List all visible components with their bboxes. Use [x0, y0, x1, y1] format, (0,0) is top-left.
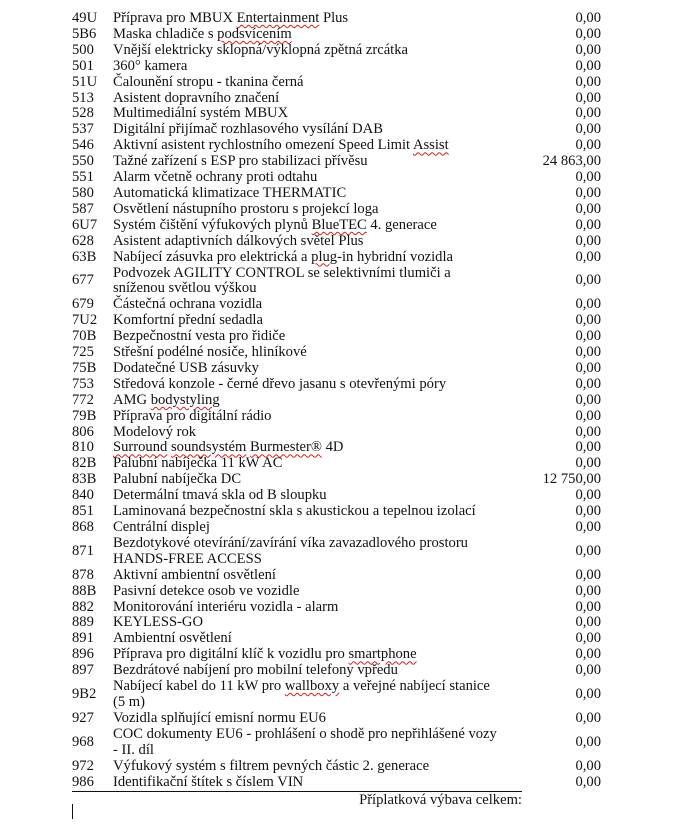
- table-row: [0, 456, 673, 472]
- option-description: Částečná ochrana vozidla: [113, 296, 263, 313]
- option-code: 51U: [72, 73, 98, 90]
- table-row: [0, 584, 673, 600]
- option-price: 0,00: [575, 89, 601, 106]
- option-code: 889: [72, 614, 94, 631]
- option-description: Pasivní detekce osob ve vozidle: [113, 582, 300, 599]
- option-code: 75B: [72, 359, 97, 376]
- option-price: 0,00: [575, 614, 601, 631]
- option-code: 587: [72, 200, 94, 217]
- option-description: Palubní nabíječka DC: [113, 471, 242, 488]
- table-row: [0, 425, 673, 441]
- option-price: 0,00: [575, 328, 601, 345]
- option-description: Tažné zařízení s ESP pro stabilizaci přívěsu: [113, 153, 368, 170]
- option-code: 551: [72, 169, 94, 186]
- table-row: [0, 472, 673, 488]
- option-price: 0,00: [575, 200, 601, 217]
- table-row: [0, 727, 673, 759]
- spellcheck-underline: wallboxy: [284, 678, 340, 695]
- option-description: Maska chladiče s podsvícením: [113, 25, 292, 42]
- table-row: [0, 711, 673, 727]
- option-code: 753: [72, 375, 94, 392]
- option-code: 891: [72, 630, 94, 647]
- option-description: AMG bodystyling: [113, 391, 220, 408]
- option-price: 0,00: [575, 41, 601, 58]
- spellcheck-underline: Entertainment: [236, 10, 320, 26]
- option-description: Ambientní osvětlení: [113, 630, 232, 647]
- option-price: 0,00: [575, 272, 601, 289]
- table-row: [0, 536, 673, 568]
- option-description: Digitální přijímač rozhlasového vysílání DAB: [113, 121, 383, 138]
- option-price: 0,00: [575, 423, 601, 440]
- option-description: Příprava pro digitální klíč k vozidlu pro smartphone: [113, 646, 417, 663]
- option-description: Aktivní ambientní osvětlení: [113, 566, 276, 583]
- table-row: [0, 106, 673, 122]
- option-code: 840: [72, 487, 94, 504]
- option-code: 7U2: [72, 312, 98, 329]
- option-code: 5B6: [72, 25, 97, 42]
- option-code: 537: [72, 121, 94, 138]
- option-description: KEYLESS-GO: [113, 614, 203, 631]
- spellcheck-underline: Assist: [412, 137, 449, 154]
- spellcheck-underline: smartphone: [348, 646, 417, 663]
- option-description: Palubní nabíječka 11 kW AC: [113, 455, 283, 472]
- option-price: 0,00: [575, 10, 601, 26]
- option-description: Alarm včetně ochrany proti odtahu: [113, 169, 318, 186]
- option-price: 0,00: [575, 503, 601, 520]
- option-description: COC dokumenty EU6 - prohlášení o shodě pro nepřihlášené vozy - II. díl: [113, 725, 497, 758]
- table-row: [0, 313, 673, 329]
- table-row: [0, 775, 673, 791]
- option-code: 810: [72, 439, 94, 456]
- spellcheck-underline: bodystyling: [150, 391, 220, 408]
- option-price: 0,00: [575, 773, 601, 790]
- table-row: [0, 202, 673, 218]
- option-description: Bezdrátové nabíjení pro mobilní telefony vpředu: [113, 662, 398, 679]
- option-price: 0,00: [575, 169, 601, 186]
- table-row: [0, 75, 673, 91]
- option-code: 82B: [72, 455, 97, 472]
- total-label: Příplatková výbava celkem:: [359, 792, 522, 809]
- table-row: [0, 504, 673, 520]
- option-price: 0,00: [575, 566, 601, 583]
- total-row: [0, 792, 673, 808]
- table-row: [0, 27, 673, 43]
- table-row: [0, 234, 673, 250]
- option-code: 9B2: [72, 686, 97, 703]
- table-row: [0, 59, 673, 75]
- option-code: 580: [72, 184, 94, 201]
- option-description: Vnější elektricky sklopná/výklopná zpětná zrcátka: [113, 41, 409, 58]
- option-price: 0,00: [575, 391, 601, 408]
- option-code: 972: [72, 757, 94, 774]
- option-code: 49U: [72, 10, 98, 26]
- option-code: 63B: [72, 248, 97, 265]
- table-row: [0, 297, 673, 313]
- option-description: Příprava pro digitální rádio: [113, 407, 272, 424]
- table-row: [0, 345, 673, 361]
- option-description: Nabíjecí zásuvka pro elektrická a plug-in hybridní vozidla: [113, 248, 454, 265]
- table-row: [0, 361, 673, 377]
- option-description: Multimediální systém MBUX: [113, 105, 289, 122]
- option-price: 0,00: [575, 216, 601, 233]
- spellcheck-underline: plug: [311, 248, 338, 265]
- option-code: 677: [72, 272, 94, 289]
- option-description: Nabíjecí kabel do 11 kW pro wallboxy a veřejné nabíjecí stanice (5 m): [113, 678, 490, 710]
- table-row: [0, 520, 673, 536]
- option-description: Bezpečnostní vesta pro řidiče: [113, 328, 286, 345]
- option-description: Střešní podélné nosiče, hliníkové: [113, 344, 307, 361]
- option-price: 24 863,00: [542, 153, 601, 170]
- option-code: 500: [72, 41, 94, 58]
- option-code: 6U7: [72, 216, 98, 233]
- option-price: 0,00: [575, 709, 601, 726]
- option-description: Osvětlení nástupního prostoru s projekcí loga: [113, 200, 379, 217]
- option-code: 986: [72, 773, 94, 790]
- option-code: 851: [72, 503, 94, 520]
- table-row: [0, 759, 673, 775]
- table-row: [0, 409, 673, 425]
- option-code: 628: [72, 232, 94, 249]
- option-price: 0,00: [575, 646, 601, 663]
- option-description: Systém čištění výfukových plynů BlueTEC 4. generace: [113, 216, 437, 233]
- table-row: [0, 615, 673, 631]
- option-price: 0,00: [575, 184, 601, 201]
- text-cursor: [72, 804, 73, 819]
- table-row: [0, 170, 673, 186]
- option-price: 0,00: [575, 312, 601, 329]
- option-code: 501: [72, 57, 94, 74]
- option-price: 0,00: [575, 248, 601, 265]
- option-description: Asistent dopravního značení: [113, 89, 280, 106]
- table-row: [0, 600, 673, 616]
- table-row: [0, 393, 673, 409]
- table-row: [0, 11, 673, 27]
- option-price: 0,00: [575, 519, 601, 535]
- option-description: Čalounění stropu - tkanina černá: [113, 73, 304, 90]
- table-row: [0, 679, 673, 711]
- option-code: 868: [72, 519, 94, 535]
- option-code: 79B: [72, 407, 97, 424]
- option-code: 806: [72, 423, 94, 440]
- table-row: [0, 631, 673, 647]
- option-description: Komfortní přední sedadla: [113, 312, 263, 329]
- option-price: 0,00: [575, 232, 601, 249]
- document-page: [0, 11, 673, 808]
- table-row: [0, 377, 673, 393]
- table-row: [0, 122, 673, 138]
- option-price: 0,00: [575, 57, 601, 74]
- option-description: Centrální displej: [113, 519, 210, 535]
- option-price: 0,00: [575, 598, 601, 615]
- option-price: 0,00: [575, 73, 601, 90]
- table-row: [0, 186, 673, 202]
- option-code: 725: [72, 344, 94, 361]
- equipment-list: [0, 11, 673, 790]
- option-description: Příprava pro MBUX Entertainment Plus: [113, 10, 349, 26]
- option-code: 882: [72, 598, 94, 615]
- option-code: 871: [72, 542, 94, 559]
- option-description: Středová konzole - černé dřevo jasanu s otevřenými póry: [113, 375, 447, 392]
- option-price: 0,00: [575, 757, 601, 774]
- option-price: 12 750,00: [542, 471, 601, 488]
- option-price: 0,00: [575, 344, 601, 361]
- table-row: [0, 250, 673, 266]
- option-description: Automatická klimatizace THERMATIC: [113, 184, 347, 201]
- option-price: 0,00: [575, 455, 601, 472]
- spellcheck-underline: podsvícením: [217, 25, 292, 42]
- option-price: 0,00: [575, 25, 601, 42]
- option-price: 0,00: [575, 359, 601, 376]
- option-price: 0,00: [575, 105, 601, 122]
- option-price: 0,00: [575, 686, 601, 703]
- option-code: 70B: [72, 328, 97, 345]
- option-code: 679: [72, 296, 94, 313]
- option-price: 0,00: [575, 375, 601, 392]
- option-description: Výfukový systém s filtrem pevných částic 2. generace: [113, 757, 430, 774]
- option-code: 513: [72, 89, 94, 106]
- option-description: Aktivní asistent rychlostního omezení Speed Limit Assist: [113, 137, 449, 154]
- option-code: 772: [72, 391, 94, 408]
- table-row: [0, 663, 673, 679]
- table-row: [0, 647, 673, 663]
- option-price: 0,00: [575, 296, 601, 313]
- option-description: Laminovaná bezpečnostní skla s akustickou a tepelnou izolací: [113, 503, 476, 520]
- option-code: 927: [72, 709, 94, 726]
- option-price: 0,00: [575, 662, 601, 679]
- table-row: [0, 488, 673, 504]
- option-description: Dodatečné USB zásuvky: [113, 359, 259, 376]
- spellcheck-underline: Burmester®: [250, 439, 322, 456]
- option-code: 897: [72, 662, 94, 679]
- option-code: 83B: [72, 471, 97, 488]
- option-description: Asistent adaptivních dálkových světel Plus: [113, 232, 364, 249]
- option-description: Determální tmavá skla od B sloupku: [113, 487, 327, 504]
- option-code: 878: [72, 566, 94, 583]
- option-code: 528: [72, 105, 94, 122]
- option-description: Surround soundsystém Burmester® 4D: [113, 439, 344, 456]
- option-description: Monitorování interiéru vozidla - alarm: [113, 598, 339, 615]
- spellcheck-underline: Surround: [113, 439, 168, 456]
- table-row: [0, 138, 673, 154]
- option-description: Identifikační štítek s číslem VIN: [113, 773, 304, 790]
- option-description: Vozidla splňující emisní normu EU6: [113, 709, 326, 726]
- option-code: 896: [72, 646, 94, 663]
- option-code: 88B: [72, 582, 97, 599]
- table-row: [0, 218, 673, 234]
- option-price: 0,00: [575, 582, 601, 599]
- table-row: [0, 154, 673, 170]
- table-row: [0, 91, 673, 107]
- option-price: 0,00: [575, 121, 601, 138]
- spellcheck-underline: soundsystém: [170, 439, 247, 456]
- option-description: Bezdotykové otevírání/zavírání víka zavazadlového prostoru HANDS-FREE ACCESS: [113, 534, 468, 567]
- option-code: 550: [72, 153, 94, 170]
- option-price: 0,00: [575, 407, 601, 424]
- option-price: 0,00: [575, 439, 601, 456]
- option-code: 968: [72, 733, 94, 750]
- option-code: 546: [72, 137, 94, 154]
- option-description: Podvozek AGILITY CONTROL se selektivními tlumiči a sníženou světlou výškou: [113, 264, 451, 297]
- option-price: 0,00: [575, 630, 601, 647]
- table-row: [0, 440, 673, 456]
- option-price: 0,00: [575, 733, 601, 750]
- table-row: [0, 266, 673, 298]
- option-price: 0,00: [575, 137, 601, 154]
- table-row: [0, 43, 673, 59]
- option-price: 0,00: [575, 487, 601, 504]
- table-row: [0, 329, 673, 345]
- table-row: [0, 568, 673, 584]
- option-price: 0,00: [575, 542, 601, 559]
- option-description: Modelový rok: [113, 423, 197, 440]
- spellcheck-underline: BlueTEC: [311, 216, 367, 233]
- option-description: 360° kamera: [113, 57, 188, 74]
